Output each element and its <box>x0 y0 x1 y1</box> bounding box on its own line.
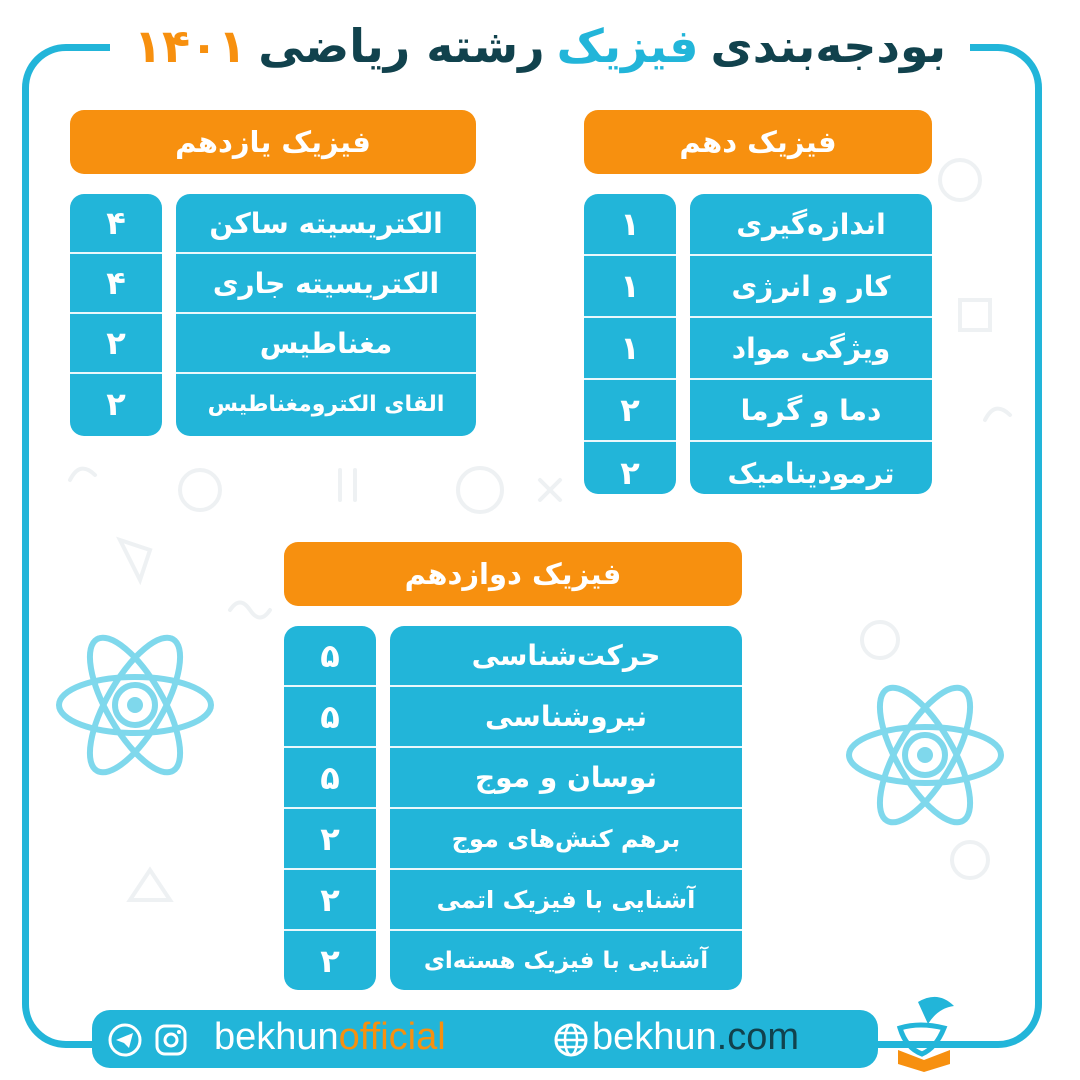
instagram-icon[interactable] <box>154 1023 188 1057</box>
grade12-topic: حرکت‌شناسی <box>390 626 742 687</box>
site-accent: .com <box>716 1016 800 1058</box>
grade12-topics <box>390 626 742 990</box>
website-link[interactable] <box>592 1016 799 1059</box>
grade10-topic: اندازه‌گیری <box>690 194 932 256</box>
grade10-topics <box>690 194 932 494</box>
grade10-header: فیزیک دهم <box>584 110 932 174</box>
grade12-topic: نیروشناسی <box>390 687 742 748</box>
grade12-header: فیزیک دوازدهم <box>284 542 742 606</box>
grade11-topics <box>176 194 476 436</box>
grade12-topic: نوسان و موج <box>390 748 742 809</box>
grade10-count: ۲ <box>620 454 640 492</box>
grade10-count: ۱ <box>584 318 676 380</box>
grade10-count: ۲ <box>584 380 676 442</box>
page-title <box>110 10 970 82</box>
handle-accent: official <box>338 1016 446 1058</box>
title-part-year: ۱۴۰۱ <box>133 19 247 73</box>
grade12-topic: آشنایی با فیزیک هسته‌ای <box>423 947 709 974</box>
grade11-count: ۴ <box>70 254 162 314</box>
footer-bar <box>92 1010 878 1068</box>
grade11-count: ۴ <box>70 194 162 254</box>
grade12-count: ۵ <box>284 748 376 809</box>
grade10-topic: ویژگی مواد <box>690 318 932 380</box>
grade11-topic: الکتریسیته جاری <box>176 254 476 314</box>
bekhun-logo <box>888 992 970 1074</box>
grade12-topic: برهم کنش‌های موج <box>390 809 742 870</box>
atom-icon <box>840 670 1010 840</box>
grade10-count: ۱ <box>584 256 676 318</box>
atom-icon <box>50 620 220 790</box>
grade11-counts <box>70 194 162 436</box>
title-part-budget: بودجه‌بندی <box>710 19 947 73</box>
grade12-count: ۵ <box>284 687 376 748</box>
handle-main: bekhun <box>214 1016 339 1058</box>
title-part-physics: فیزیک <box>556 19 699 73</box>
grade10-count: ۱ <box>584 194 676 256</box>
grade12-topic: آشنایی با فیزیک اتمی <box>390 870 742 931</box>
grade12-count: ۲ <box>320 941 340 980</box>
globe-icon[interactable] <box>554 1023 588 1057</box>
grade10-topic: دما و گرما <box>690 380 932 442</box>
grade12-count: ۲ <box>284 809 376 870</box>
instagram-handle[interactable] <box>214 1016 446 1059</box>
grade12-count: ۵ <box>284 626 376 687</box>
grade11-count: ۲ <box>106 385 126 423</box>
grade12-counts <box>284 626 376 990</box>
grade11-topic: مغناطیس <box>176 314 476 374</box>
grade11-count: ۲ <box>70 314 162 374</box>
grade10-counts <box>584 194 676 494</box>
grade11-topic: القای الکترومغناطیس <box>207 391 445 417</box>
title-part-major: رشته ریاضی <box>258 19 545 73</box>
telegram-icon[interactable] <box>108 1023 142 1057</box>
grade10-topic: ترمودینامیک <box>727 456 895 490</box>
grade11-header: فیزیک یازدهم <box>70 110 476 174</box>
grade11-topic: الکتریسیته ساکن <box>176 194 476 254</box>
grade12-count: ۲ <box>284 870 376 931</box>
site-main: bekhun <box>592 1016 717 1058</box>
grade10-topic: کار و انرژی <box>690 256 932 318</box>
